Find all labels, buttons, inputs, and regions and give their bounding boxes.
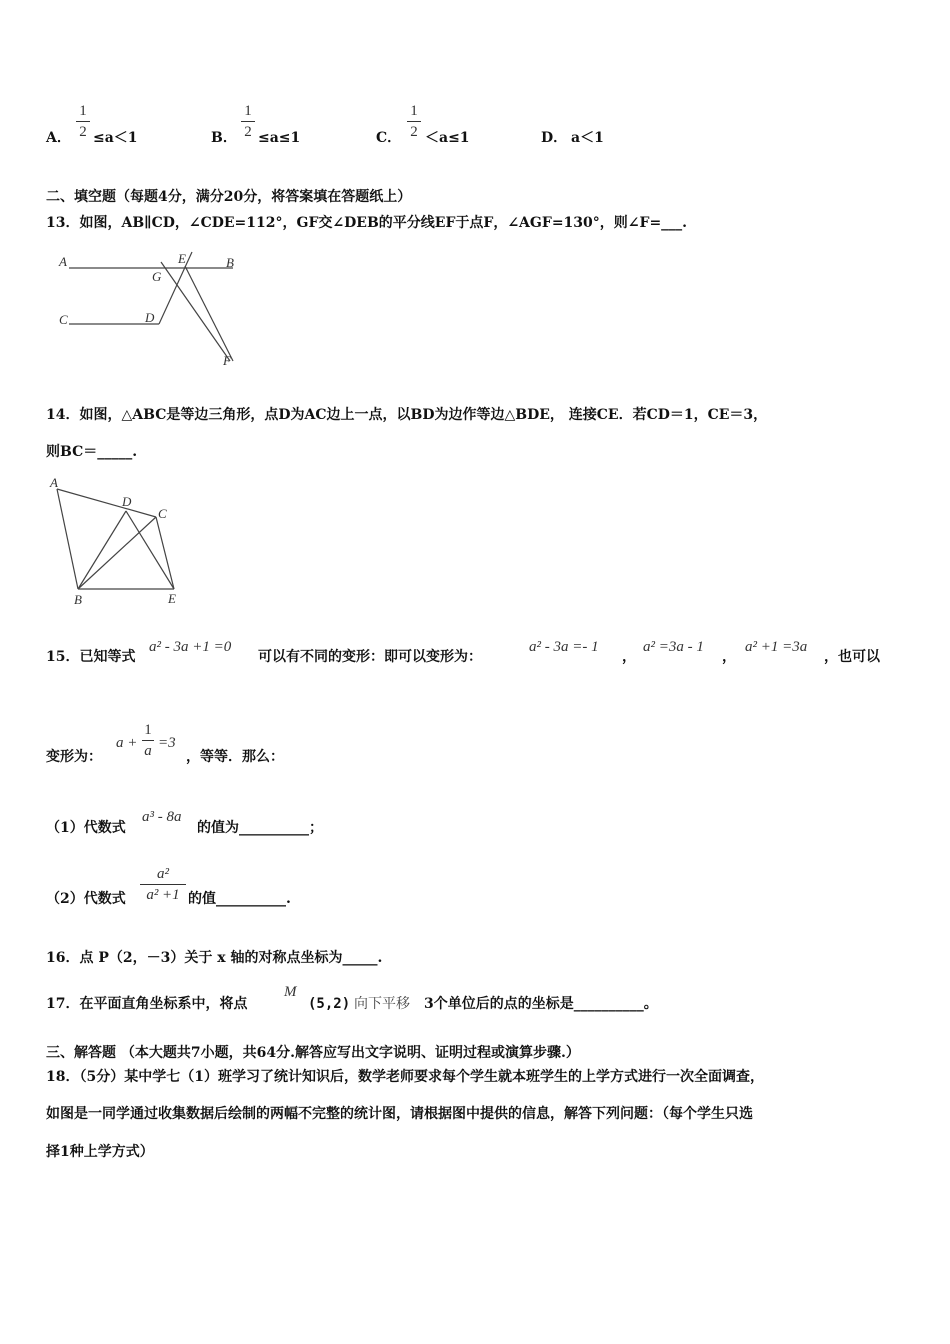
option-b-text: ≤a≤1 xyxy=(258,130,301,146)
label-c: C xyxy=(59,312,68,327)
fraction-numerator: 1 xyxy=(410,103,418,119)
question-18-line2: 如图是一同学通过收集数据后绘制的两幅不完整的统计图，请根据图中提供的信息，解答下列问题：（每个学生只选 xyxy=(46,1106,753,1122)
option-b-label: B． xyxy=(211,130,237,146)
question-14-line2: 则BC＝_____. xyxy=(46,444,138,460)
option-b-fraction xyxy=(241,102,255,141)
label-c: C xyxy=(158,506,167,521)
fraction-bar xyxy=(140,884,186,885)
part-1-prefix: （1）代数式 xyxy=(46,820,126,836)
label-g: G xyxy=(152,269,162,284)
line-gf xyxy=(161,262,230,361)
frac-eq-left: a + xyxy=(116,735,138,751)
question-15-middle: 可以有不同的变形：即可以变形为： xyxy=(258,649,482,665)
option-c-label: C． xyxy=(376,130,402,146)
question-13-figure xyxy=(55,248,255,373)
frac-eq-fraction xyxy=(142,721,154,760)
question-13-text: 13．如图，AB∥CD，∠CDE=112°，GF交∠DEB的平分线EF于点F，∠AGF=130°，则∠F=___. xyxy=(46,215,688,231)
question-14-line1: 14．如图，△ABC是等边三角形，点D为AC边上一点，以BD为边作等边△BDE， 连接CE．若CD＝1，CE＝3， xyxy=(46,407,768,423)
part-1-expression: a³ - 8a xyxy=(142,809,182,825)
option-d-label: D． xyxy=(541,130,568,146)
fraction-denominator: 2 xyxy=(79,124,87,140)
label-e: E xyxy=(168,591,176,606)
label-b: B xyxy=(226,255,234,270)
fraction-numerator: 1 xyxy=(144,722,152,738)
label-d: D xyxy=(122,494,132,509)
fraction-numerator: 1 xyxy=(244,103,252,119)
side-bc xyxy=(78,517,156,589)
question-15-suffix: ，也可以 xyxy=(824,649,880,665)
question-18-line1: 18．（5分）某中学七（1）班学习了统计知识后，数学老师要求每个学生就本班学生的上学方式进行一次全面调查， xyxy=(46,1069,764,1085)
fraction-denominator: 2 xyxy=(244,124,252,140)
equation-variant-2: a² =3a - 1 xyxy=(643,639,704,655)
label-b: B xyxy=(74,592,82,607)
side-bd xyxy=(78,511,126,589)
option-c-text: ＜a≤1 xyxy=(425,130,470,146)
part-2-prefix: （2）代数式 xyxy=(46,891,126,907)
equation-variant-3: a² +1 =3a xyxy=(745,639,808,655)
side-ab xyxy=(57,489,78,589)
question-17-suffix: 3个单位后的点的坐标是__________。 xyxy=(424,996,658,1012)
fraction-denominator: a² +1 xyxy=(146,887,180,903)
part-2-fraction xyxy=(140,865,186,904)
question-15-line2-suffix: ，等等．那么： xyxy=(186,749,284,765)
question-15-line2-prefix: 变形为： xyxy=(46,749,102,765)
side-ac xyxy=(57,489,156,517)
question-14-figure xyxy=(44,475,194,610)
label-e: E xyxy=(178,251,186,266)
fraction-bar xyxy=(76,121,90,122)
option-d-text: a＜1 xyxy=(571,130,604,146)
point-letter: M xyxy=(284,984,297,1000)
fraction-bar xyxy=(407,121,421,122)
point-coords: (5,2) xyxy=(308,996,351,1012)
label-f: F xyxy=(223,353,231,368)
question-17-prefix: 17．在平面直角坐标系中，将点 xyxy=(46,996,248,1012)
fraction-numerator: a² xyxy=(157,866,169,882)
question-15-prefix: 15．已知等式 xyxy=(46,649,136,665)
option-c-fraction xyxy=(407,102,421,141)
part-1-suffix: 的值为__________； xyxy=(197,820,323,836)
question-18-line3: 择1种上学方式） xyxy=(46,1144,154,1160)
frac-eq-right: =3 xyxy=(158,735,176,751)
label-d: D xyxy=(145,310,155,325)
line-ef xyxy=(185,266,233,361)
fraction-denominator: a xyxy=(144,743,152,759)
equation-variant-1: a² - 3a =- 1 xyxy=(529,639,599,655)
comma-1: ， xyxy=(622,649,636,665)
question-16-text: 16．点 P（2，－3）关于 x 轴的对称点坐标为_____. xyxy=(46,950,383,966)
section-heading-fill-blank: 二、填空题（每题4分，满分20分，将答案填在答题纸上） xyxy=(46,189,412,205)
side-ce xyxy=(156,517,174,589)
fraction-denominator: 2 xyxy=(410,124,418,140)
fraction-bar xyxy=(142,740,154,741)
option-a-text: ≤a＜1 xyxy=(93,130,138,146)
label-a: A xyxy=(59,254,67,269)
line-de xyxy=(159,252,192,324)
comma-2: ， xyxy=(722,649,736,665)
move-text: 向下平移 xyxy=(354,996,410,1012)
section-heading-solve: 三、解答题 （本大题共7小题，共64分.解答应写出文字说明、证明过程或演算步骤.） xyxy=(46,1045,580,1061)
fraction-bar xyxy=(241,121,255,122)
fraction-numerator: 1 xyxy=(79,103,87,119)
option-a-fraction xyxy=(76,102,90,141)
option-a-label: A． xyxy=(46,130,71,146)
equation-main: a² - 3a +1 =0 xyxy=(149,639,232,655)
label-a: A xyxy=(50,475,58,490)
part-2-suffix: 的值__________. xyxy=(188,891,291,907)
